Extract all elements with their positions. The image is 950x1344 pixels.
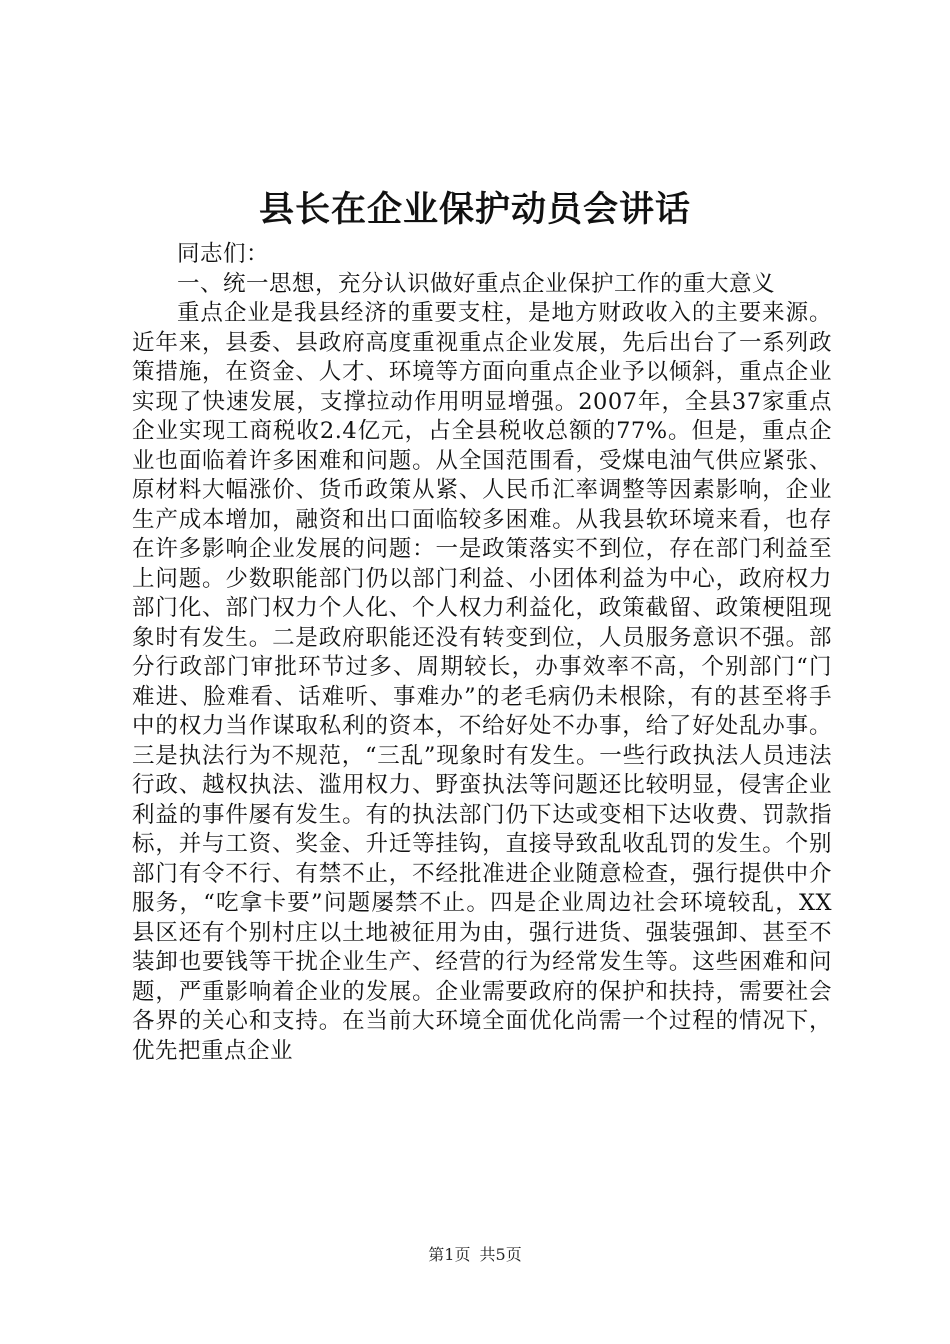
salutation: 同志们： [177, 241, 270, 267]
body-paragraph: 重点企业是我县经济的重要支柱，是地方财政收入的主要来源。近年来，县委、县政府高度重视重点企业发展，先后出台了一系列政策措施，在资金、人才、环境等方面向重点企业予以倾斜，重点企业实现了快速发展，支撑拉动作用明显增强。2007年，全县37家重点企业实现工商税收2.4亿元，占全县税收总额的77%。但是，重点企业也面临着许多困难和问题。从全国范围看，受煤电油气供应紧张、原材料大幅涨价、货币政策从紧、人民币汇率调整等因素影响，企业生产成本增加，融资和出口面临较多困难。从我县软环境来看，也存在许多影响企业发展的问题：一是政策落实不到位，存在部门利益至上问题。少数职能部门仍以部门利益、小团体利益为中心，政府权力部门化、部门权力个人化、个人权力利益化，政策截留、政策梗阻现象时有发生。二是政府职能还没有转变到位，人员服务意识不强。部分行政部门审批环节过多、周期较长，办事效率不高，个别部门“门难进、脸难看、话难听、事难办”的老毛病仍未根除，有的甚至将手中的权力当作谋取私利的资本，不给好处不办事，给了好处乱办事。三是执法行为不规范，“三乱”现象时有发生。一些行政执法人员违法行政、越权执法、滥用权力、野蛮执法等问题还比较明显，侵害企业利益的事件屡有发生。有的执法部门仍下达或变相下达收费、罚款指标，并与工资、奖金、升迁等挂钩，直接导致乱收乱罚的发生。个别部门有令不行、有禁不止，不经批准进企业随意检查，强行提供中介服务，“吃拿卡要”问题屡禁不止。四是企业周边社会环境较乱，XX县区还有个别村庄以土地被征用为由，强行进货、强装强卸、甚至不装卸也要钱等干扰企业生产、经营的行为经常发生等。这些困难和问题，严重影响着企业的发展。企业需要政府的保护和扶持，需要社会各界的关心和支持。在当前大环境全面优化尚需一个过程的情况下，优先把重点企业 [132, 300, 832, 1064]
document-title: 县长在企业保护动员会讲话 [258, 189, 691, 230]
page-number: 第1页 [428, 1245, 471, 1264]
page-footer [0, 1244, 950, 1266]
page-total: 共5页 [479, 1245, 522, 1264]
document-body [132, 240, 832, 1066]
section-heading: 一、统一思想，充分认识做好重点企业保护工作的重大意义 [177, 270, 776, 297]
